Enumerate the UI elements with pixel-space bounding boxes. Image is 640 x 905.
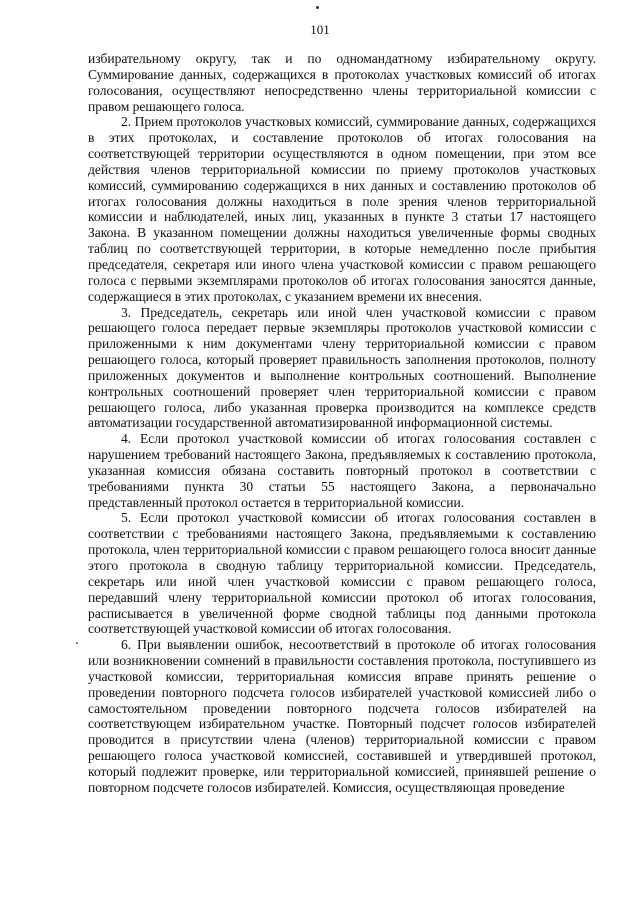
scan-dot [316, 6, 319, 9]
paragraph-item-4: 4. Если протокол участковой комиссии об итогах голосования составлен с нарушением требований настоящего Закона, предъявляемых к составлению протокола, указанная комиссия обязана составить повторный протокол в соответствии с требованиями пункта 30 статьи 55 настоящего Закона, а первоначально представленный протокол остается в территориальной комиссии. [88, 431, 596, 510]
paragraph-continuation: избирательному округу, так и по одномандатному избирательному округу. Суммирование данных, содержащихся в протоколах участковых комиссий об итогах голосования, осуществляют непосредственно члены территориальной комиссии с правом решающего голоса. [88, 51, 596, 114]
page-number: 101 [310, 22, 330, 37]
paragraph-item-3: 3. Председатель, секретарь или иной член участковой комиссии с правом решающего голоса передает первые экземпляры протоколов участковой комиссии с приложенными к ним документами члену территориальной комиссии с правом решающего голоса, который проверяет правильность заполнения протоколов, полноту приложенных документов и выполнение контрольных соотношений. Выполнение контрольных соотношений проверяет член территориальной комиссии с правом решающего голоса, либо указанная проверка производится на комплексе средств автоматизации государственной автоматизированной информационной системы. [88, 304, 596, 431]
paragraph-item-5: 5. Если протокол участковой комиссии об итогах голосования составлен в соответствии с требованиями настоящего Закона, предъявляемыми к составлению протокола, член территориальной комиссии с правом решающего голоса вносит данные этого протокола в сводную таблицу территориальной комиссии. Председатель, секретарь или иной член участковой комиссии с правом решающего голоса, передавший члену территориальной комиссии протокол об итогах голосования, расписывается в увеличенной форме сводной таблицы под данными протокола соответствующей участковой комиссии об итогах голосования. [88, 510, 596, 637]
document-body [88, 51, 596, 796]
paragraph-item-6: 6. При выявлении ошибок, несоответствий в протоколе об итогах голосования или возникновении сомнений в правильности составления протокола, поступившего из участковой комиссии, территориальная комиссия вправе принять решение о проведении повторного подсчета голосов избирателей участковой комиссией либо о самостоятельном проведении повторного подсчета голосов избирателей на соответствующем избирательном участке. Повторный подсчет голосов избирателей проводится в присутствии члена (членов) территориальной комиссии с правом решающего голоса участковой комиссией, составившей и утвердившей протокол, который подлежит проверке, или территориальной комиссией, принявшей решение о повторном подсчете голосов избирателей. Комиссия, осуществляющая проведение [88, 637, 596, 795]
margin-speck [76, 642, 78, 644]
paragraph-item-2: 2. Прием протоколов участковых комиссий, суммирование данных, содержащихся в этих протоколах, и составление протоколов об итогах голосования на соответствующей территории осуществляются в одном помещении, при этом все действия членов территориальной комиссии по приему протоколов участковых комиссий, суммированию содержащихся в них данных и составлению протоколов об итогах голосования должны находиться в поле зрения членов территориальной комиссии и наблюдателей, иных лиц, указанных в пункте 3 статьи 17 настоящего Закона. В указанном помещении должны находиться увеличенные формы сводных таблиц по соответствующей территории, в которые немедленно после прибытия председателя, секретаря или иного члена участковой комиссии с правом решающего голоса с первыми экземплярами протоколов об итогах голосования заносятся данные, содержащиеся в этих протоколах, с указанием времени их внесения. [88, 114, 596, 304]
